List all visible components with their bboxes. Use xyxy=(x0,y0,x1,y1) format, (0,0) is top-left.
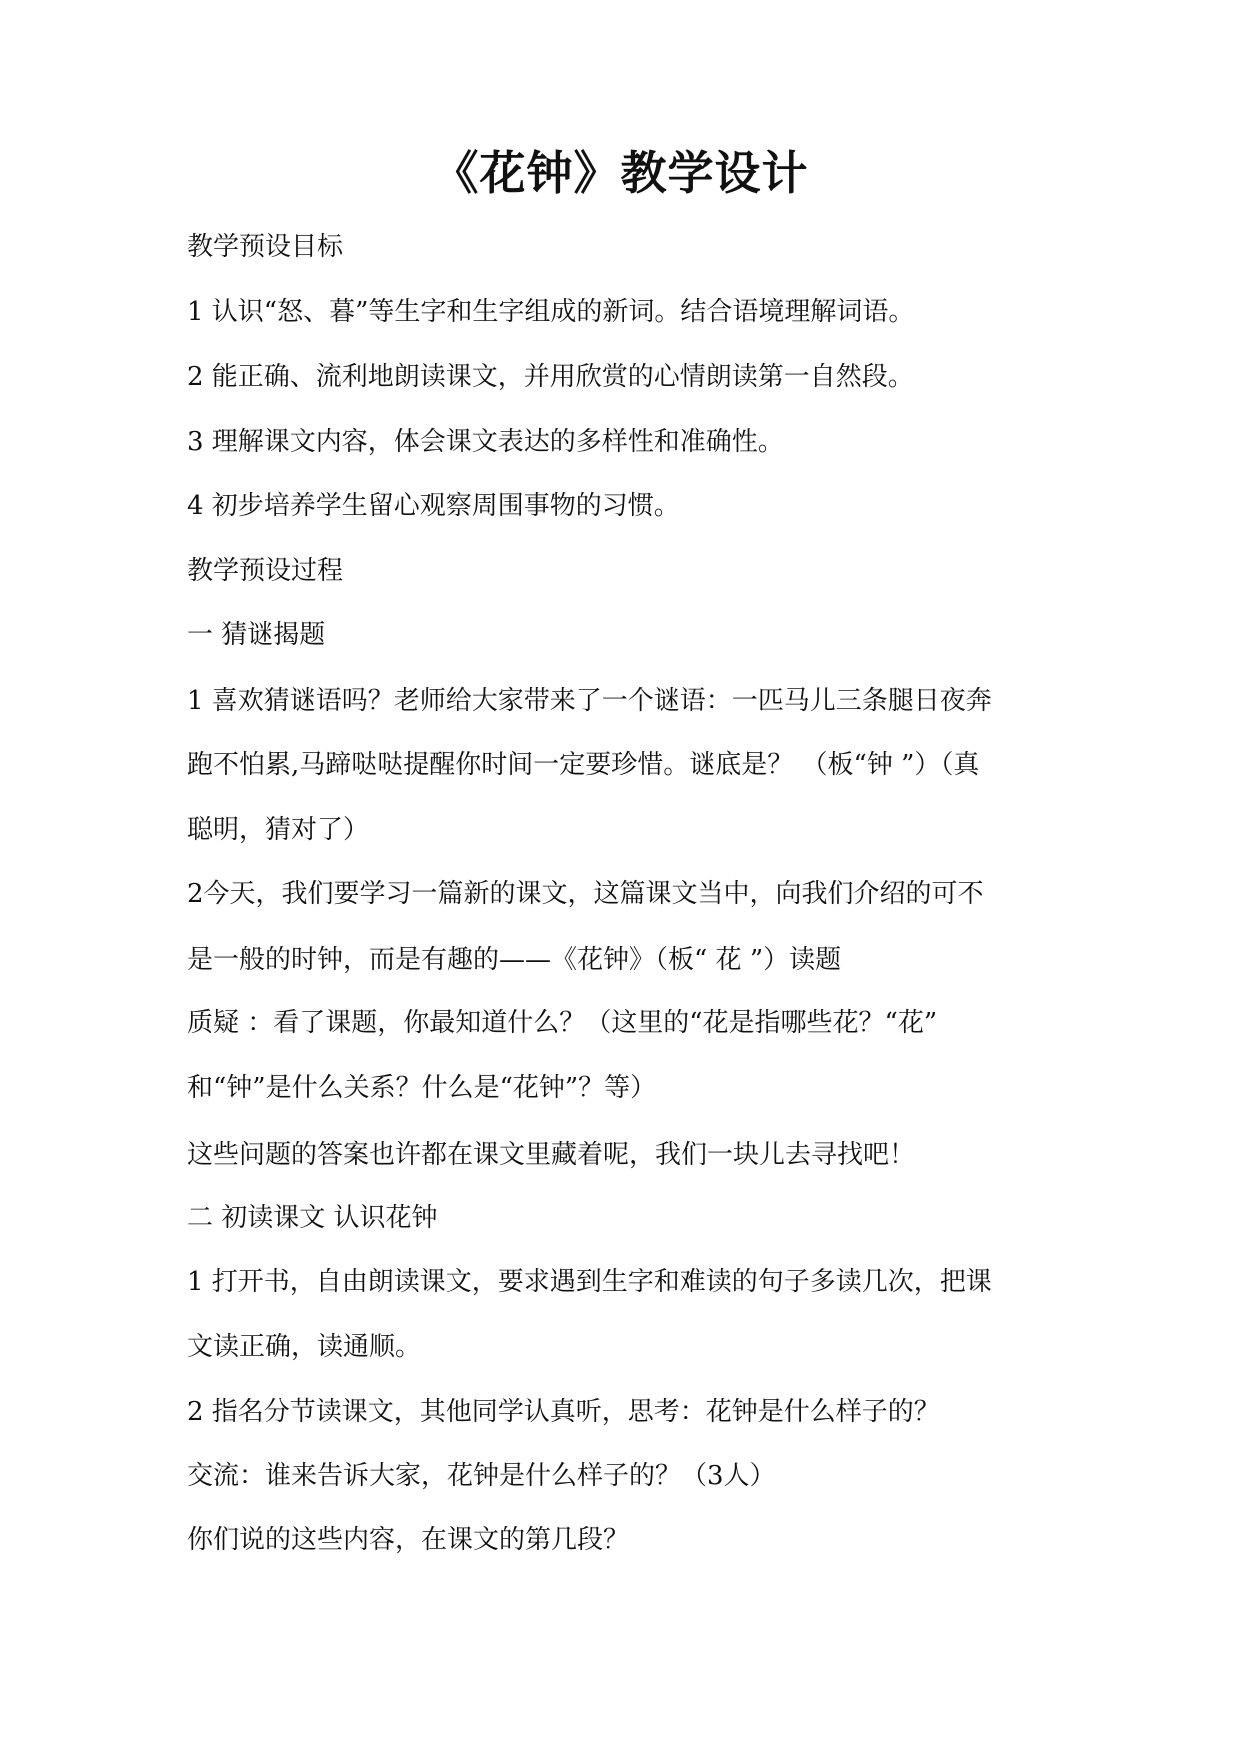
paragraph-line: 和“钟”是什么关系？什么是“花钟”？等） xyxy=(187,1073,657,1103)
paragraph-line: 2今天，我们要学习一篇新的课文，这篇课文当中，向我们介绍的可不 xyxy=(187,879,984,909)
subheading-riddle: 一 猜谜揭题 xyxy=(187,620,326,650)
paragraph-line: 1 打开书，自由朗读课文，要求遇到生字和难读的句子多读几次，把课 xyxy=(187,1267,992,1297)
paragraph-line: 聪明，猜对了） xyxy=(187,815,370,845)
document-title: 《花钟》教学设计 xyxy=(432,146,809,200)
paragraph-line: 你们说的这些内容，在课文的第几段？ xyxy=(187,1525,630,1555)
section-heading-process: 教学预设过程 xyxy=(187,556,344,586)
section-heading-goals: 教学预设目标 xyxy=(187,232,344,262)
goal-item-2: 2 能正确、流利地朗读课文，并用欣赏的心情朗读第一自然段。 xyxy=(187,362,914,392)
goal-item-3: 3 理解课文内容，体会课文表达的多样性和准确性。 xyxy=(187,427,784,457)
paragraph-line: 2 指名分节读课文，其他同学认真听，思考：花钟是什么样子的？ xyxy=(187,1397,940,1427)
paragraph-line: 是一般的时钟，而是有趣的——《花钟》（板“ 花 ”）读题 xyxy=(187,945,842,975)
paragraph-line: 质疑 ：看了课题，你最知道什么？（这里的“花是指哪些花？“花” xyxy=(187,1008,938,1038)
paragraph-line: 文读正确，读通顺。 xyxy=(187,1332,422,1362)
paragraph-line: 这些问题的答案也许都在课文里藏着呢，我们一块儿去寻找吧！ xyxy=(187,1140,916,1170)
paragraph-line: 跑不怕累,马蹄哒哒提醒你时间一定要珍惜。谜底是？ （板“钟 ”）（真 xyxy=(187,750,980,780)
goal-item-4: 4 初步培养学生留心观察周围事物的习惯。 xyxy=(187,491,680,521)
paragraph-line: 1 喜欢猜谜语吗？老师给大家带来了一个谜语：一匹马儿三条腿日夜奔 xyxy=(187,686,992,716)
goal-item-1: 1 认识“怒、暮”等生字和生字组成的新词。结合语境理解词语。 xyxy=(187,297,915,327)
subheading-first-reading: 二 初读课文 认识花钟 xyxy=(187,1203,438,1233)
paragraph-line: 交流：谁来告诉大家，花钟是什么样子的？（3人） xyxy=(187,1461,776,1491)
